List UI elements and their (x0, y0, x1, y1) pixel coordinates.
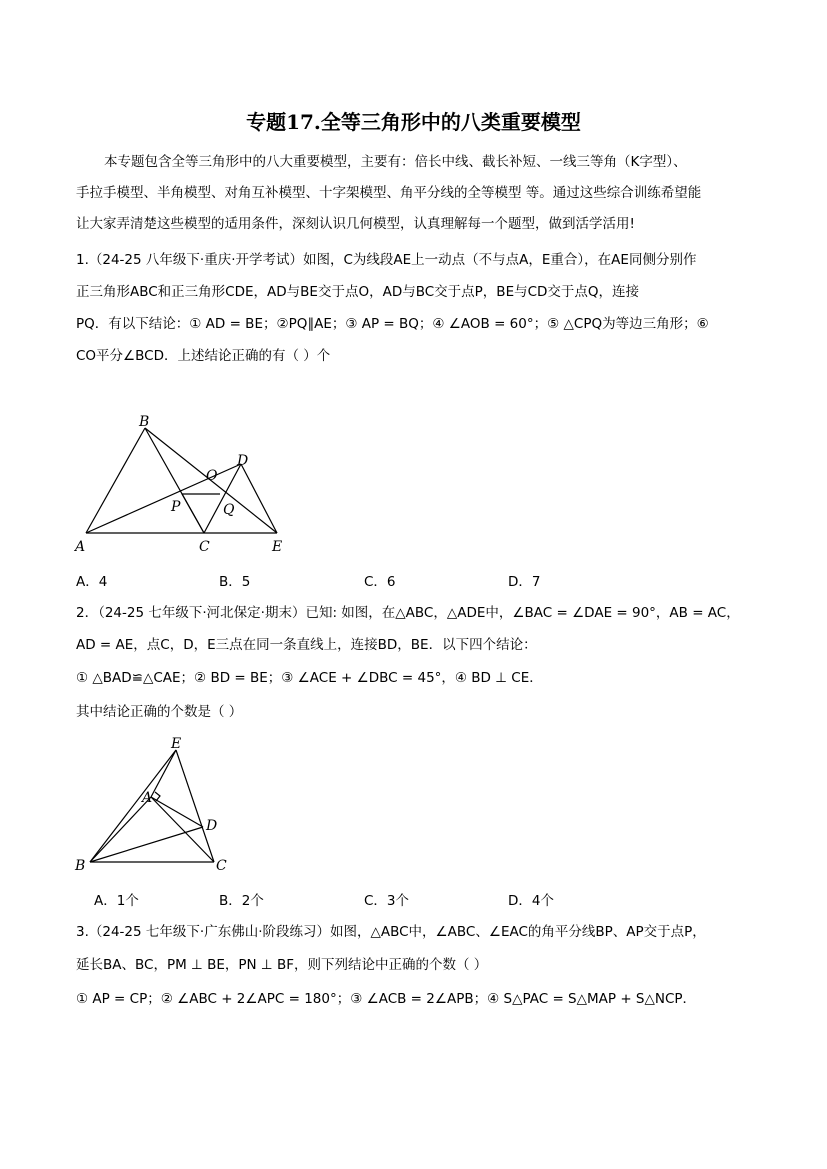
intro-line-1: 本专题包含全等三角形中的八大重要模型，主要有：倍长中线、截长补短、一线三等角（K字型）、 (104, 154, 687, 170)
q2-line-2: AD = AE，点C，D，E三点在同一条直线上，连接BD，BE．以下四个结论： (76, 637, 537, 653)
label-D: D (237, 453, 249, 469)
q2-line-3: ① △BAD≌△CAE；② BD = BE；③ ∠ACE + ∠DBC = 45°，④ BD ⊥ CE． (76, 670, 543, 686)
q1-line-1: 1.（24-25 八年级下·重庆·开学考试）如图，C为线段AE上一动点（不与点A，E重合），在AE同侧分别作 (76, 252, 697, 268)
intro-line-2: 手拉手模型、半角模型、对角互补模型、十字架模型、角平分线的全等模型 等。通过这些综合训练希望能 (76, 185, 702, 201)
q2-option-d: D．4个 (508, 893, 554, 909)
q3-line-1: 3.（24-25 七年级下·广东佛山·阶段练习）如图，△ABC中，∠ABC、∠EAC的角平分线BP、AP交于点P， (76, 924, 706, 940)
q3-line-2: 延长BA、BC，PM ⊥ BE，PN ⊥ BF，则下列结论中正确的个数（ ） (76, 957, 488, 973)
label-E: E (171, 736, 182, 752)
q2-line-1: 2．（24-25 七年级下·河北保定·期末）已知: 如图，在△ABC，△ADE中，∠BAC = ∠DAE = 90°，AB = AC， (76, 605, 740, 621)
q2-option-c: C．3个 (364, 893, 410, 909)
label-P: P (171, 499, 181, 515)
label-B: B (139, 414, 150, 430)
q2-option-b: B．2个 (219, 893, 264, 909)
label-A: A (142, 790, 153, 806)
q1-line-4: CO平分∠BCD．上述结论正确的有（ ）个 (76, 348, 331, 364)
label-C: C (199, 539, 210, 555)
q3-line-3: ① AP = CP；② ∠ABC + 2∠APC = 180°；③ ∠ACB = 2∠APB；④ S△PAC = S△MAP + S△NCP． (76, 991, 697, 1007)
q1-line-2: 正三角形ABC和正三角形CDE，AD与BE交于点O，AD与BC交于点P，BE与CD交于点Q，连接 (76, 284, 640, 300)
label-A: A (75, 539, 86, 555)
label-B: B (75, 858, 86, 874)
label-C: C (216, 858, 227, 874)
q2-option-a: A．1个 (94, 893, 139, 909)
label-Q: Q (223, 502, 235, 518)
label-E: E (272, 539, 283, 555)
label-O: O (206, 468, 218, 484)
q1-option-c: C．6 (364, 574, 396, 590)
q1-figure (70, 410, 300, 560)
q1-option-a: A．4 (76, 574, 108, 590)
q1-option-b: B．5 (219, 574, 251, 590)
intro-line-3: 让大家弄清楚这些模型的适用条件，深刻认识几何模型，认真理解每一个题型，做到活学活用! (76, 216, 635, 232)
q1-line-3: PQ．有以下结论：① AD = BE；②PQ∥AE；③ AP = BQ；④ ∠AOB = 60°；⑤ △CPQ为等边三角形；⑥ (76, 316, 709, 332)
q2-line-4: 其中结论正确的个数是（ ） (76, 704, 243, 720)
q1-option-d: D．7 (508, 574, 541, 590)
label-D: D (206, 818, 218, 834)
page-title: 专题17.全等三角形中的八类重要模型 (246, 110, 581, 134)
q2-figure (70, 732, 240, 877)
